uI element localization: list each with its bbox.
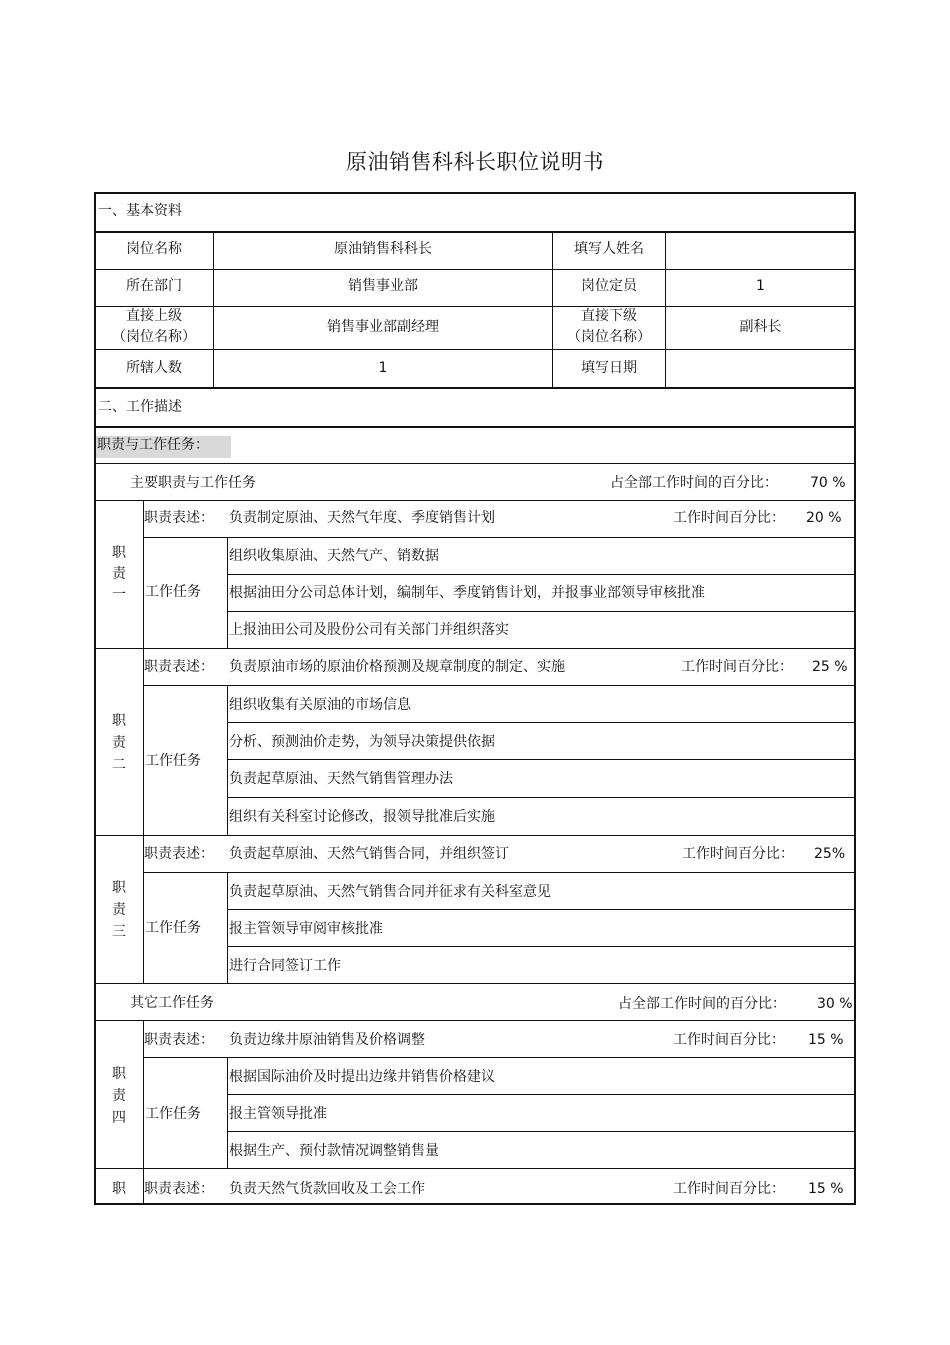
duty-1-task-1: 组织收集原油、天然气产、销数据 [229,548,439,564]
duty-2-task-3: 负责起草原油、天然气销售管理办法 [229,771,453,787]
duty-1-label-3: 一 [112,587,126,603]
headcount-label: 所辖人数 [126,360,182,376]
duty-4-task-1: 根据国际油价及时提出边缘井销售价格建议 [229,1069,495,1085]
duty-1-desc: 负责制定原油、天然气年度、季度销售计划 [229,510,495,526]
duty-3-task-2: 报主管领导审阅审核批准 [229,921,383,937]
duty-3-label-2: 责 [112,902,126,918]
duty-4-desc-label: 职责表述： [144,1032,214,1048]
superior-value: 销售事业部副经理 [327,319,439,335]
duty-2-pct: 25 % [812,659,848,675]
duty-4-desc: 负责边缘井原油销售及价格调整 [229,1032,425,1048]
dept-value: 销售事业部 [348,278,418,294]
duty-4-label-3: 四 [112,1110,126,1126]
duty-3-time-label: 工作时间百分比： [682,846,794,862]
duty-1-pct: 20 % [806,510,842,526]
duty-2-task-2: 分析、预测油价走势，为领导决策提供依据 [229,734,495,750]
duty-4-label-1: 职 [112,1066,126,1082]
date-label: 填写日期 [581,360,637,376]
duty-3-desc-label: 职责表述： [144,846,214,862]
duty-3-task-label: 工作任务 [145,920,201,936]
duty-1-label-1: 职 [112,545,126,561]
duty-5-time-label: 工作时间百分比： [673,1181,785,1197]
duty-4-time-label: 工作时间百分比： [673,1032,785,1048]
duty-1-task-label: 工作任务 [145,584,201,600]
main-pct-label: 占全部工作时间的百分比： [610,475,778,491]
duty-2-time-label: 工作时间百分比： [681,659,793,675]
duty-3-label-1: 职 [112,880,126,896]
duty-1-label-2: 责 [112,566,126,582]
duty-5-pct: 15 % [808,1181,844,1197]
subordinate-label-line1: 直接下级 [581,308,637,324]
duty-5-desc: 负责天然气货款回收及工会工作 [229,1181,425,1197]
duty-2-task-4: 组织有关科室讨论修改，报领导批准后实施 [229,809,495,825]
tasks-label: 职责与工作任务： [97,437,209,453]
duty-4-task-label: 工作任务 [145,1106,201,1122]
duty-5-desc-label: 职责表述： [144,1181,214,1197]
duty-3-task-1: 负责起草原油、天然气销售合同并征求有关科室意见 [229,884,551,900]
duty-1-task-2: 根据油田分公司总体计划，编制年、季度销售计划，并报事业部领导审核批准 [229,585,705,601]
other-tasks-label: 其它工作任务 [130,995,214,1011]
post-name-value: 原油销售科科长 [334,241,432,257]
duty-4-pct: 15 % [808,1032,844,1048]
quota-value: 1 [756,278,765,294]
duty-2-task-1: 组织收集有关原油的市场信息 [229,697,411,713]
main-pct-value: 70 % [810,475,846,491]
superior-label-line1: 直接上级 [126,308,182,324]
duty-5-label-1: 职 [112,1181,126,1197]
duty-4-task-3: 根据生产、预付款情况调整销售量 [229,1143,439,1159]
duty-4-label-2: 责 [112,1088,126,1104]
duty-3-desc: 负责起草原油、天然气销售合同，并组织签订 [229,846,509,862]
post-name-label: 岗位名称 [126,241,182,257]
dept-label: 所在部门 [126,278,182,294]
duty-1-task-3: 上报油田公司及股份公司有关部门并组织落实 [229,622,509,638]
section-work-heading: 二、工作描述 [98,399,182,415]
subordinate-value: 副科长 [739,319,782,335]
duty-1-desc-label: 职责表述： [144,510,214,526]
duty-4-task-2: 报主管领导批准 [229,1106,327,1122]
duty-2-desc: 负责原油市场的原油价格预测及规章制度的制定、实施 [229,659,565,675]
duty-1-time-label: 工作时间百分比： [673,510,785,526]
subordinate-label-line2: （岗位名称） [567,329,651,345]
duty-3-task-3: 进行合同签订工作 [229,958,341,974]
duty-3-label-3: 三 [112,924,126,940]
duty-2-label-2: 责 [112,735,126,751]
superior-label-line2: （岗位名称） [112,329,196,345]
other-pct-label: 占全部工作时间的百分比： [618,996,786,1012]
quota-label: 岗位定员 [581,278,637,294]
duty-2-task-label: 工作任务 [145,753,201,769]
other-pct-value: 30 % [817,996,853,1012]
section-basic-heading: 一、基本资料 [98,203,182,219]
duty-2-label-3: 二 [112,757,126,773]
page-title: 原油销售科科长职位说明书 [346,150,604,174]
duty-2-desc-label: 职责表述： [144,659,214,675]
duty-3-pct: 25% [814,846,846,862]
filler-label: 填写人姓名 [574,241,644,257]
duty-2-label-1: 职 [112,713,126,729]
headcount-value: 1 [378,360,388,376]
main-duties-label: 主要职责与工作任务 [130,475,256,491]
